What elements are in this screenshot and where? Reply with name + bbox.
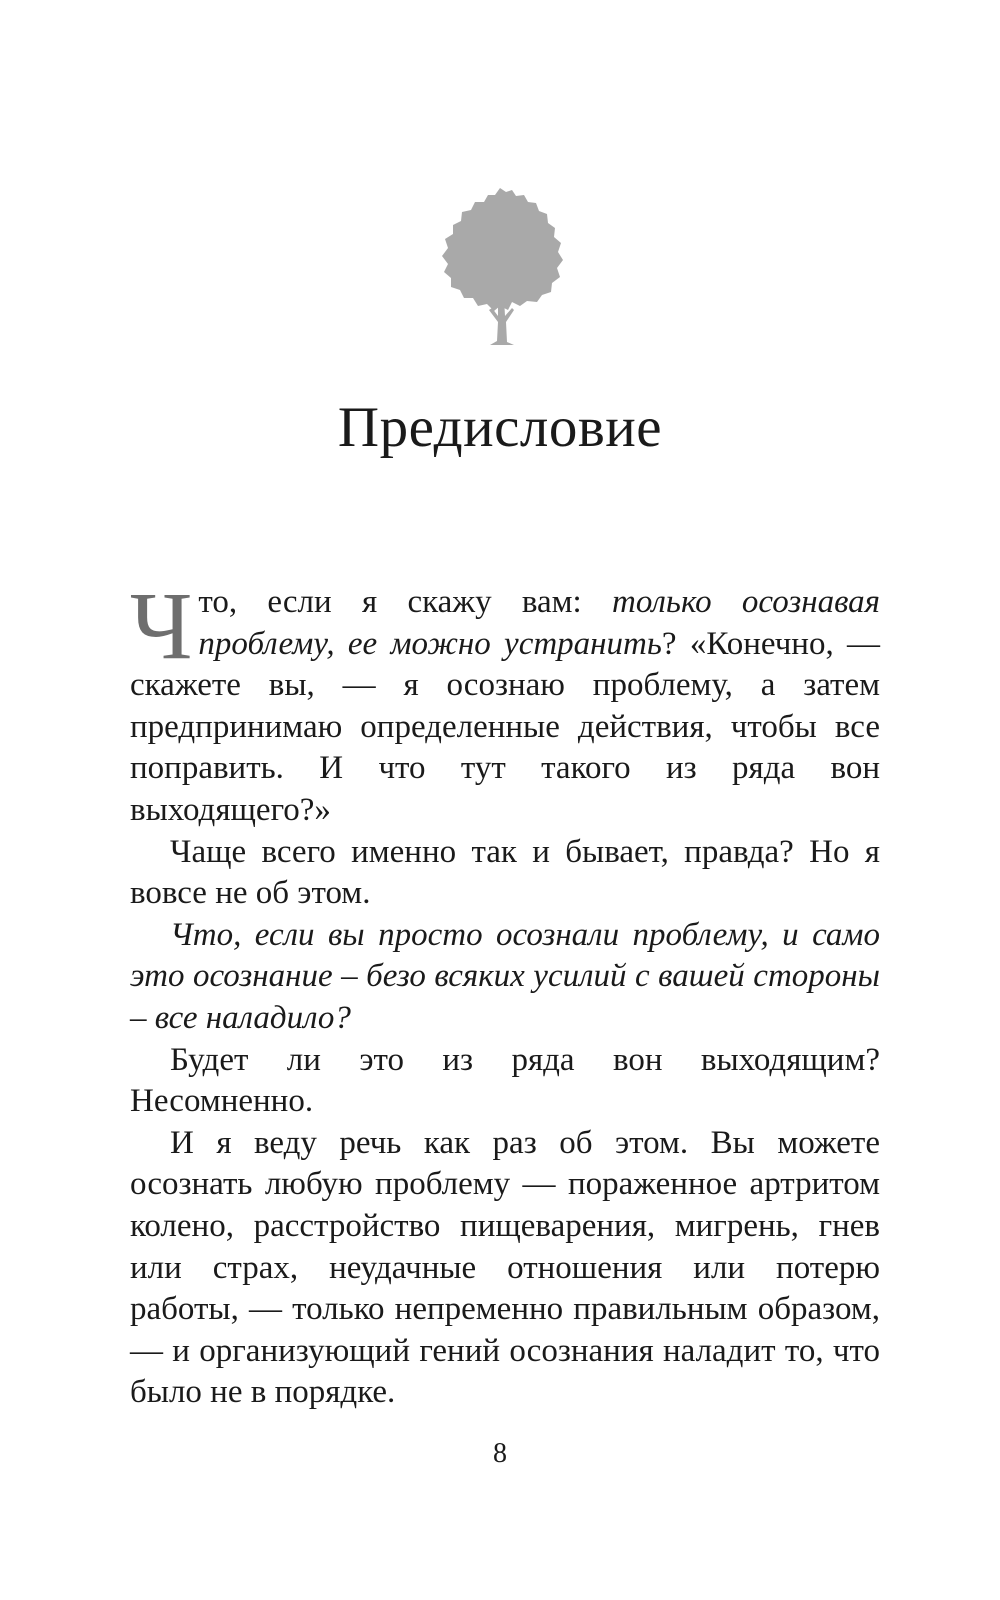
paragraph-5: И я веду речь как раз об этом. Вы можете осознать любую проблему — пораженное артритом колено, расстройство пищеварения, мигрень, гнев или страх, неудачные отношения или потерю работы, — только непременно правильным образом, — и организующий гений осознания наладит то, что было не в порядке. (130, 1124, 880, 1411)
page-number: 8 (493, 1438, 507, 1469)
paragraph-2: Чаще всего именно так и бывает, правда? Но я вовсе не об этом. (130, 833, 880, 912)
paragraph-1-text-a: то, если я скажу вам: (198, 584, 613, 620)
tree-crown (442, 188, 563, 311)
drop-cap: Ч (130, 572, 193, 679)
paragraph-3: Что, если вы просто осознали проблему, и само это осознание – безо всяких усилий с вашей стороны – все наладило? (130, 916, 880, 1036)
chapter-title: Предисловие (337, 396, 663, 459)
paragraph-1-text-b: ? «Конечно, — скажете вы, — я осознаю проблему, а затем предпринимаю определенные действия, чтобы все поправить. И что тут такого из ряда вон выходящего?» (130, 625, 880, 828)
tree-icon (440, 186, 566, 346)
paragraph-1 (130, 572, 881, 832)
body-text (130, 572, 881, 1414)
paragraph-4: Будет ли это из ряда вон выходящим? Несомненно. (130, 1041, 880, 1120)
paragraph-1-italic: только осознавая проблему, ее можно устранить (198, 584, 881, 662)
